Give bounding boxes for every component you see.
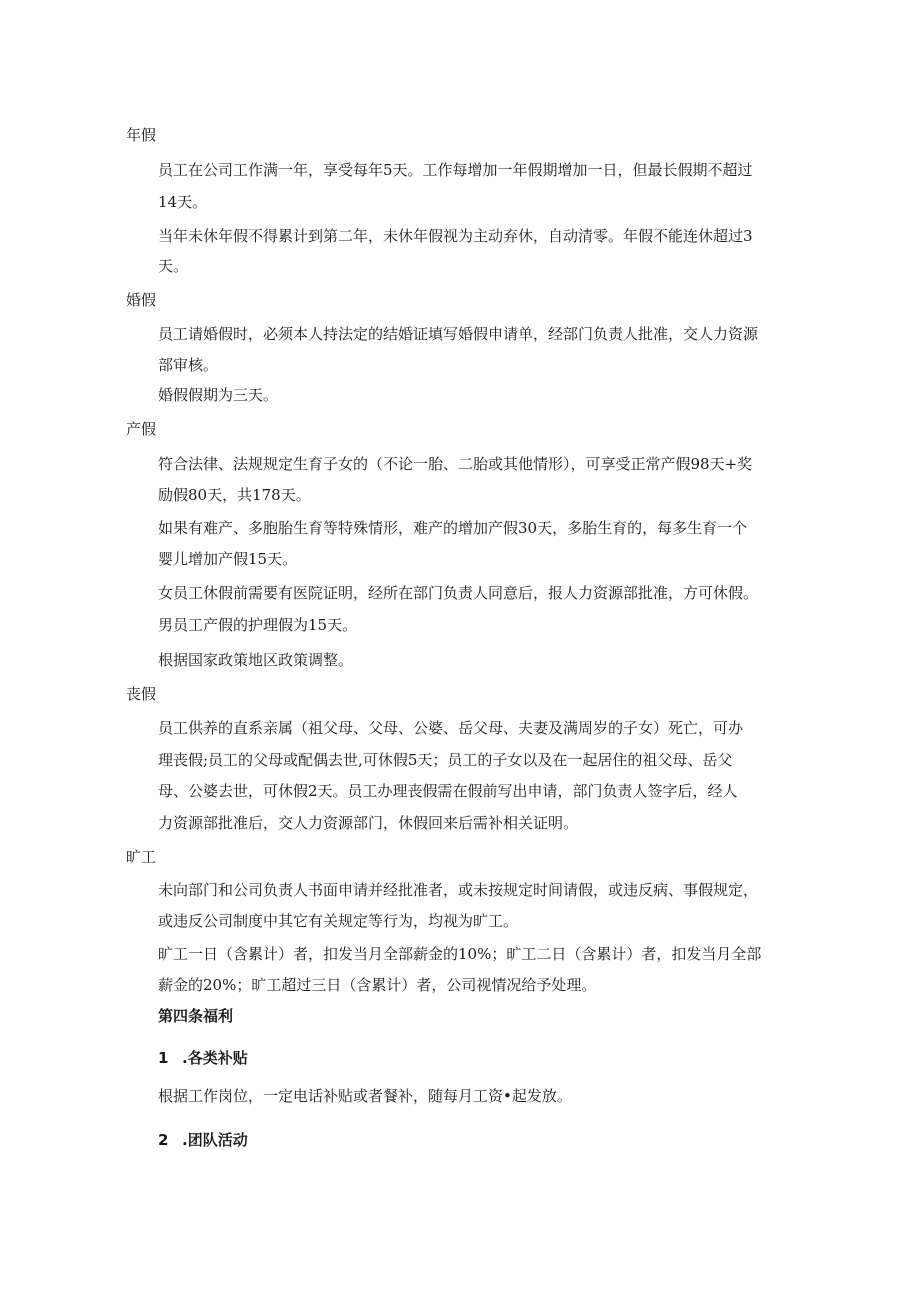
absenteeism-line: 旷工一日（含累计）者，扣发当月全部薪金的10%；旷工二日（含累计）者，扣发当月全部: [158, 945, 762, 963]
annual-leave-line: 员工在公司工作满一年，享受每年5天。工作每增加一年假期增加一日，但最长假期不超过: [158, 161, 753, 179]
maternity-leave-line: 男员工产假的护理假为15天。: [158, 616, 358, 634]
bereavement-leave-line: 理丧假;员工的父母或配偶去世,可休假5天；员工的子女以及在一起居住的祖父母、岳父: [158, 751, 733, 769]
maternity-leave-line: 女员工休假前需要有医院证明，经所在部门负责人同意后，报人力资源部批准，方可休假。: [158, 584, 759, 602]
benefit-item-team-activities: [158, 1130, 248, 1150]
benefit-item-subsidies: [158, 1048, 248, 1068]
absenteeism-line: 薪金的20%；旷工超过三日（含累计）者，公司视情况给予处理。: [158, 976, 597, 994]
benefit-item-label: .团队活动: [182, 1131, 248, 1149]
marriage-leave-line: 部审核。: [158, 356, 219, 374]
annual-leave-line: 当年未休年假不得累计到第二年，未休年假视为主动弃休，自动清零。年假不能连休超过3: [158, 227, 753, 245]
heading-bereavement-leave: 丧假: [126, 685, 157, 703]
bereavement-leave-line: 力资源部批准后，交人力资源部门，休假回来后需补相关证明。: [158, 814, 579, 832]
absenteeism-line: 或违反公司制度中其它有关规定等行为，均视为旷工。: [158, 912, 519, 930]
annual-leave-line: 天。: [158, 257, 189, 275]
heading-absenteeism: 旷工: [126, 848, 157, 866]
heading-maternity-leave: 产假: [126, 420, 157, 438]
maternity-leave-line: 根据国家政策地区政策调整。: [158, 651, 354, 669]
benefit-item-number: 1: [158, 1049, 169, 1067]
maternity-leave-line: 婴儿增加产假15天。: [158, 550, 298, 568]
article-4-title: 第四条福利: [158, 1007, 234, 1025]
marriage-leave-line: 员工请婚假时，必须本人持法定的结婚证填写婚假申请单，经部门负责人批准，交人力资源: [158, 325, 759, 343]
maternity-leave-line: 符合法律、法规规定生育子女的（不论一胎、二胎或其他情形），可享受正常产假98天+奖: [158, 455, 753, 473]
bereavement-leave-line: 员工供养的直系亲属（祖父母、父母、公婆、岳父母、夫妻及满周岁的子女）死亡，可办: [158, 719, 744, 737]
heading-annual-leave: 年假: [126, 126, 157, 144]
marriage-leave-line: 婚假假期为三天。: [158, 386, 279, 404]
annual-leave-line: 14天。: [158, 193, 208, 211]
maternity-leave-line: 励假80天，共178天。: [158, 486, 311, 504]
absenteeism-line: 未向部门和公司负责人书面申请并经批准者，或未按规定时间请假，或违反病、事假规定，: [158, 881, 759, 899]
subsidies-description: 根据工作岗位，一定电话补贴或者餐补，随每月工资•起发放。: [158, 1087, 572, 1105]
benefit-item-number: 2: [158, 1131, 169, 1149]
bereavement-leave-line: 母、公婆去世，可休假2天。员工办理丧假需在假前写出申请，部门负责人签字后，经人: [158, 782, 738, 800]
heading-marriage-leave: 婚假: [126, 291, 157, 309]
maternity-leave-line: 如果有难产、多胞胎生育等特殊情形，难产的增加产假30天，多胎生育的，每多生育一个: [158, 519, 748, 537]
benefit-item-label: .各类补贴: [182, 1049, 248, 1067]
